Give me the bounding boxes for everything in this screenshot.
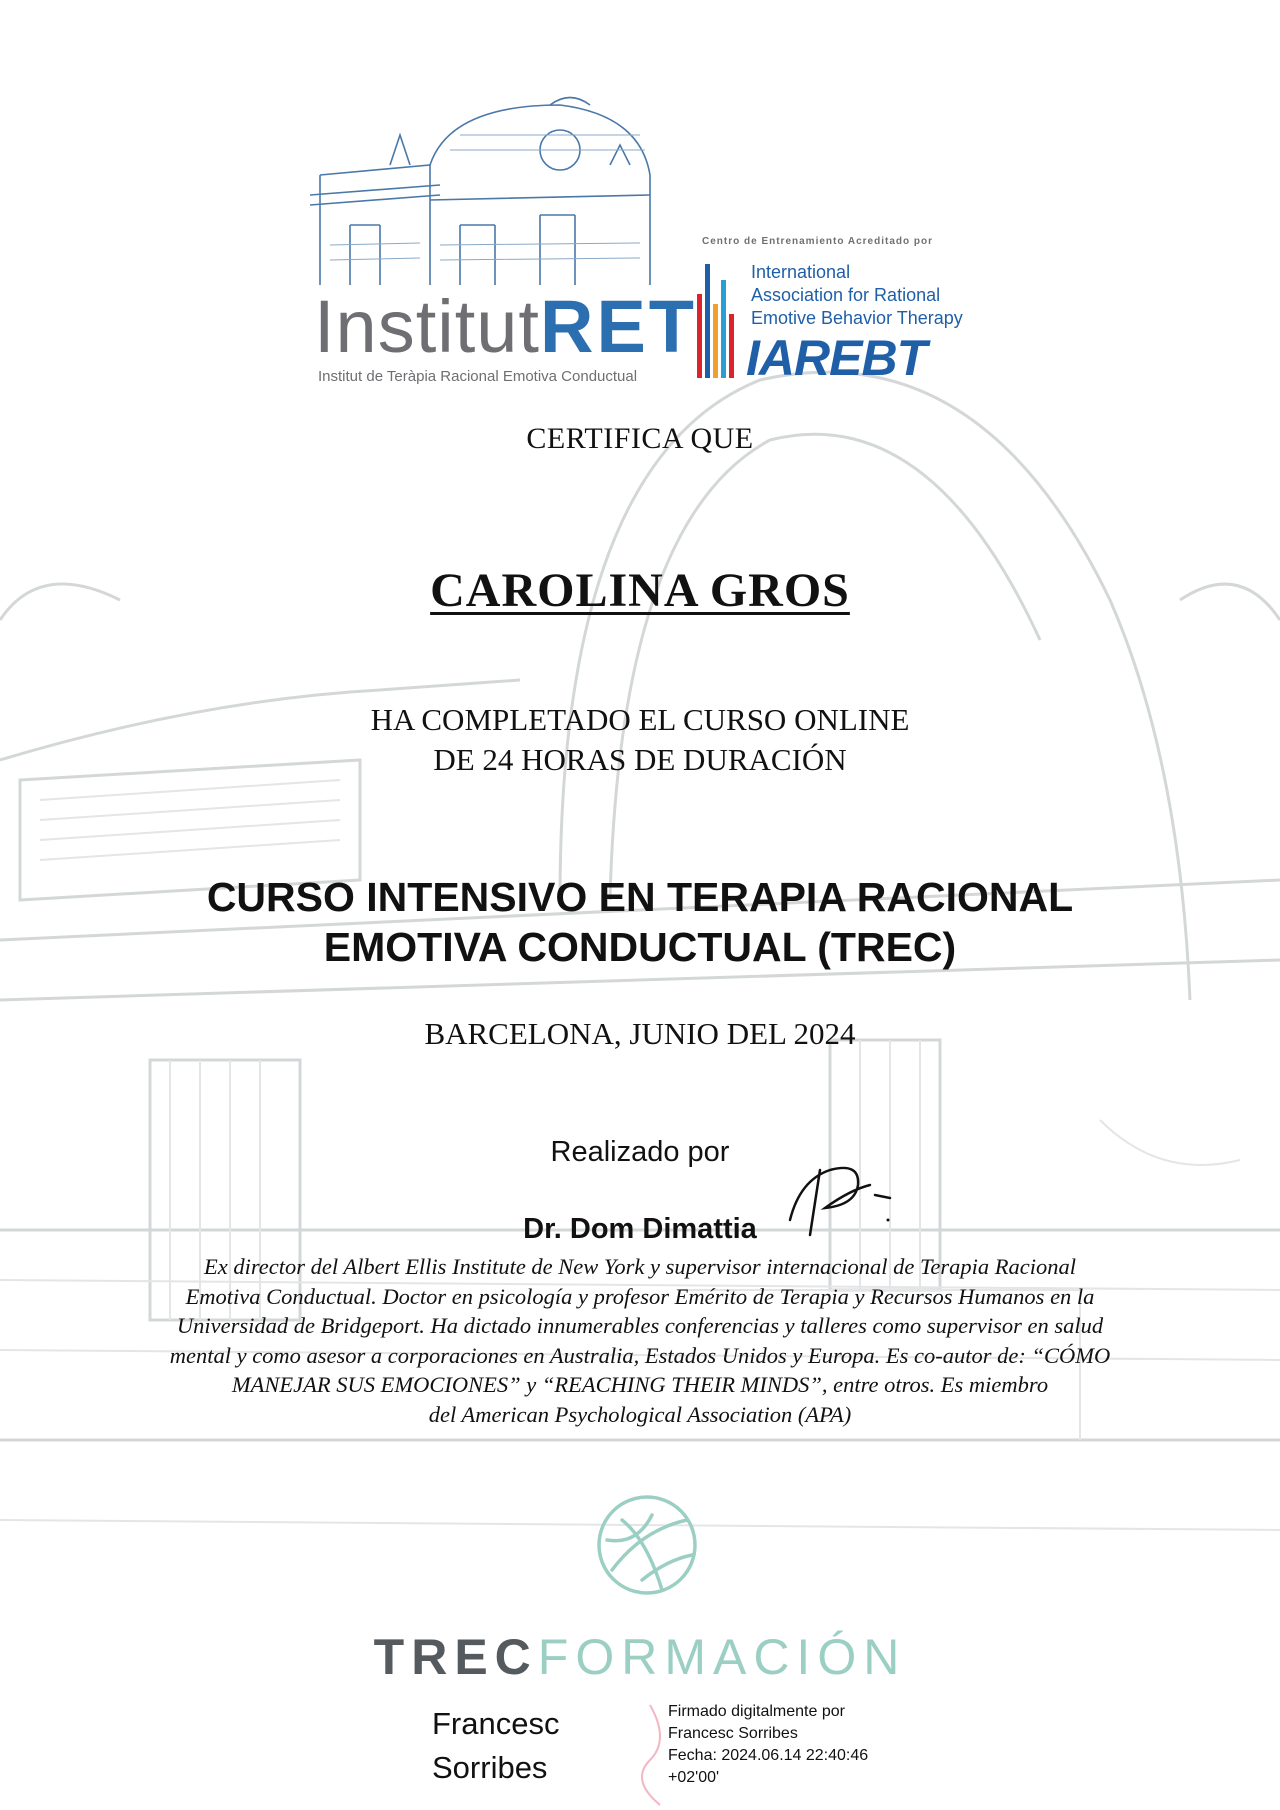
certifies-heading: CERTIFICA QUE bbox=[526, 422, 754, 455]
institut-ret-logo: InstitutRET bbox=[314, 285, 697, 368]
course-title: CURSO INTENSIVO EN TERAPIA RACIONAL EMOTIVA CONDUCTUAL (TREC) bbox=[206, 874, 1074, 970]
completion-statement: HA COMPLETADO EL CURSO ONLINE DE 24 HORAS DE DURACIÓN bbox=[370, 702, 910, 777]
bio-line: del American Psychological Association (APA) bbox=[428, 1401, 852, 1427]
instructor-name: Dr. Dom Dimattia bbox=[523, 1213, 757, 1245]
iarebt-full-name: International Association for Rational Emotive Behavior Therapy bbox=[751, 262, 963, 328]
bio-line: Ex director del Albert Ellis Institute de New York y supervisor internacional de Terapia Racional bbox=[203, 1254, 1076, 1279]
place-date: BARCELONA, JUNIO DEL 2024 bbox=[424, 1016, 856, 1051]
building-sketch-icon bbox=[310, 95, 690, 285]
signer-name: Francesc Sorribes bbox=[432, 1706, 560, 1785]
recipient-name: CAROLINA GROS bbox=[430, 564, 850, 617]
bio-line: mental y como asesor a corporaciones en Australia, Estados Unidos y Europa. Es co-autor de: “CÓMO bbox=[169, 1342, 1111, 1368]
realized-by-label: Realizado por bbox=[550, 1136, 730, 1168]
bio-line: MANEJAR SUS EMOCIONES” y “REACHING THEIR MINDS”, entre otros. Es miembro bbox=[231, 1372, 1049, 1397]
iarebt-logo-text: IAREBT bbox=[746, 330, 927, 386]
accreditation-label: Centro de Entrenamiento Acreditado por bbox=[702, 236, 933, 247]
digital-signature-info: Firmado digitalmente por Francesc Sorribes Fecha: 2024.06.14 22:40:46 +02'00' bbox=[668, 1703, 869, 1786]
trec-formacion-logo: TRECFORMACIÓN bbox=[373, 1629, 907, 1685]
institut-subtitle: Institut de Teràpia Racional Emotiva Conductual bbox=[318, 368, 638, 385]
instructor-bio bbox=[90, 1252, 1190, 1429]
header-logos bbox=[300, 95, 1000, 395]
bio-line: Universidad de Bridgeport. Ha dictado innumerables conferencias y talleres como supervisor en salud bbox=[176, 1313, 1104, 1338]
bio-line: Emotiva Conductual. Doctor en psicología y profesor Emérito de Terapia y Recursos Humanos en la bbox=[185, 1283, 1095, 1309]
leaf-circle-icon bbox=[592, 1490, 702, 1600]
bar-logo-icon bbox=[695, 260, 741, 378]
